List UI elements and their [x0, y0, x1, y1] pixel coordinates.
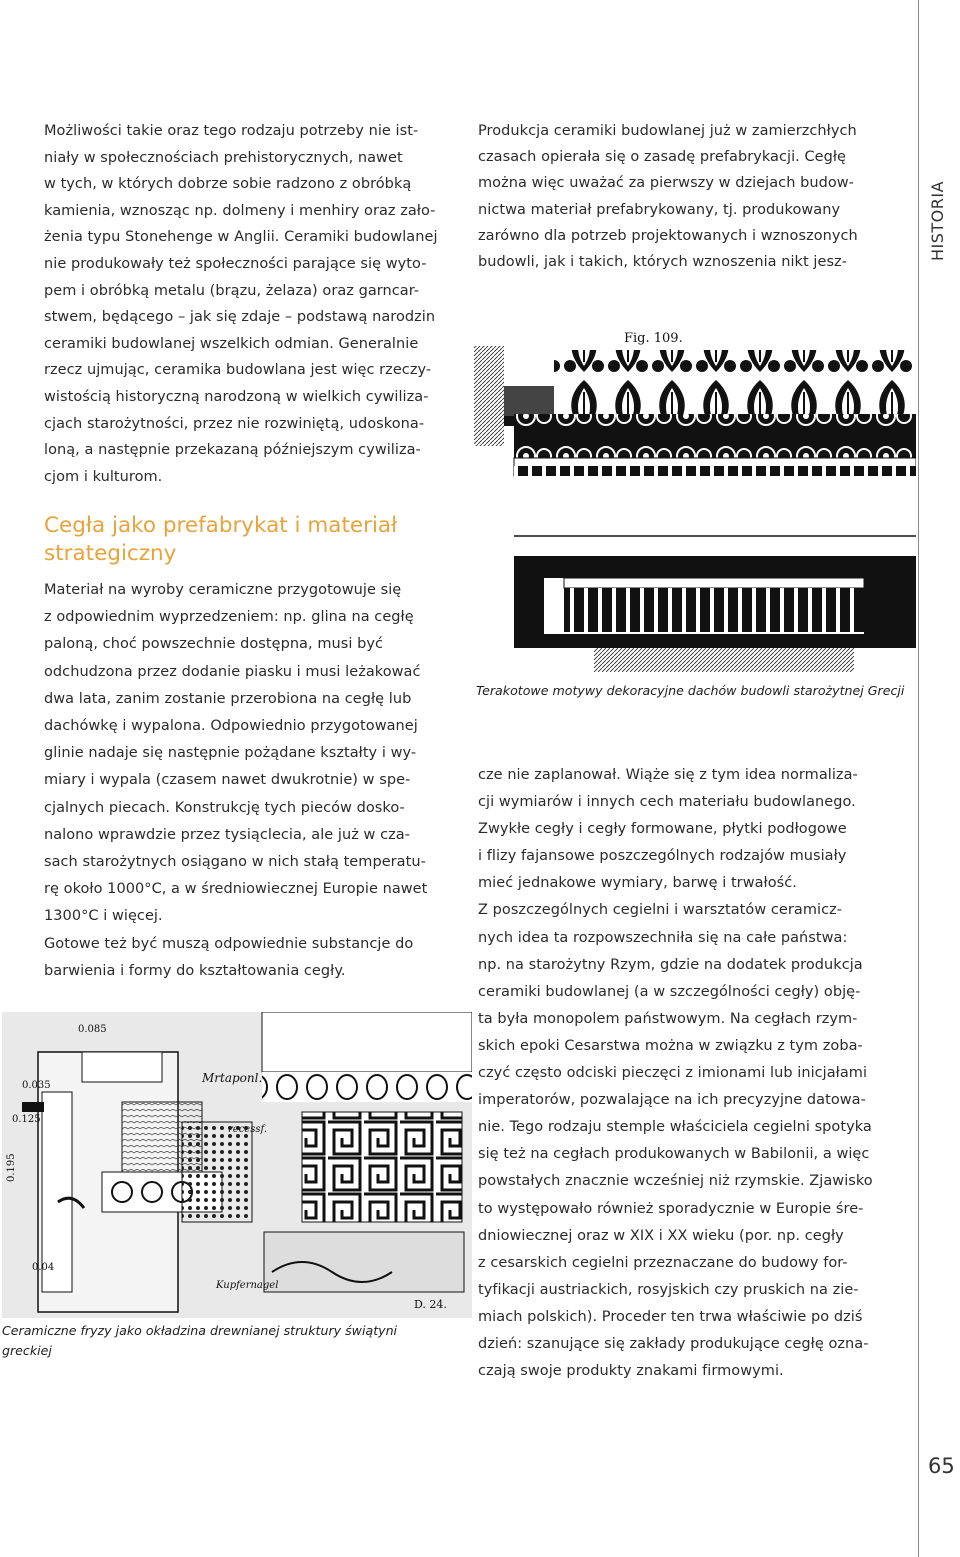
dim-label-c: 0.125 [12, 1114, 41, 1125]
greek-roof-ornament-drawing [474, 316, 916, 672]
text-line: ceramiki budowlanej (a w szczególności cegły) obję- [478, 983, 861, 1000]
text-line: czyć często odciski pieczęci z imionami lub inicjałami [478, 1065, 868, 1082]
text-line: powstałych znacznie wcześniej niż rzymskie. Zjawisko [478, 1173, 873, 1190]
drawing-signature: D. 24. [414, 1298, 447, 1311]
right-column-top [478, 118, 882, 275]
text-line: Materiał na wyroby ceramiczne przygotowuje się [44, 582, 402, 598]
text-line: imperatorów, pozwalające na ich precyzyjne datowa- [478, 1092, 866, 1109]
paragraph-origins [44, 118, 448, 490]
text-line: sach starożytnych osiągano w nich stałą temperatu- [44, 854, 426, 871]
figure-left-caption: Ceramiczne fryzy jako okładzina drewnianej struktury świątyni greckiej [2, 1323, 398, 1358]
text-line: dwa lata, zanim zostanie przerobiona na cegłę lub [44, 690, 412, 707]
recess-label: recessf. [228, 1124, 268, 1135]
text-line: czają swoje produkty znakami firmowymi. [478, 1363, 784, 1380]
text-line: niały w społecznościach prehistorycznych, nawet [44, 149, 403, 166]
text-line: z cesarskich cegielni przeznaczane do budowy for- [478, 1254, 848, 1271]
text-line: barwienia i formy do kształtowania cegły. [44, 962, 346, 979]
text-line: dzień: szanujące się zakłady produkujące cegłę ozna- [478, 1335, 869, 1352]
dim-label-a: 0.085 [78, 1024, 107, 1035]
text-line: cze nie zaplanował. Wiąże się z tym idea normaliza- [478, 767, 858, 783]
text-line: to występowało również sporadycznie w Europie śre- [478, 1200, 864, 1217]
text-line: kamienia, wznosząc np. dolmeny i menhiry oraz zało- [44, 202, 436, 219]
text-line: np. na starożytny Rzym, gdzie na dodatek produkcja [478, 956, 863, 973]
figure-greek-roof-ornaments [474, 316, 916, 672]
right-column-bottom [478, 762, 882, 1385]
text-line: glinie nadaje się następnie pożądane kształty i wy- [44, 745, 417, 762]
text-line: Gotowe też być muszą odpowiednie substancje do [44, 935, 414, 952]
text-line: w tych, w których dobrze sobie radzono z obróbką [44, 176, 412, 193]
text-line: loną, a następnie przekazaną późniejszym cywiliza- [44, 442, 421, 459]
text-line: można więc uważać za pierwszy w dziejach budow- [478, 175, 854, 192]
text-line: nych idea ta rozpowszechniła się na całe państwa: [478, 929, 848, 946]
left-column-mid [44, 577, 448, 985]
text-line: zarówno dla potrzeb projektowanych i wznoszonych [478, 227, 858, 244]
dim-label-e: 0.04 [32, 1262, 55, 1273]
text-line: odchudzona przez dodanie piasku i musi leżakować [44, 663, 421, 680]
ceramic-frieze-drawing [2, 1012, 472, 1318]
page-number: 65 [928, 1454, 955, 1478]
text-line: dachówkę i wypalona. Odpowiednio przygotowanej [44, 718, 418, 735]
text-line: 1300°C i więcej. [44, 908, 163, 925]
paragraph-normalization [478, 762, 882, 1385]
text-line: miary i wypala (czasem nawet dwukrotnie) w spe- [44, 772, 411, 789]
paragraph-production [478, 118, 882, 275]
text-line: Produkcja ceramiki budowlanej już w zamierzchłych [478, 123, 857, 139]
section-tag: HISTORIA [928, 180, 947, 262]
text-line: tyfikacji austriackich, rosyjskich czy pruskich na zie- [478, 1281, 859, 1298]
text-line: ceramiki budowlanej wszelkich odmian. Generalnie [44, 335, 419, 352]
text-line: rę około 1000°C, a w średniowiecznej Europie nawet [44, 881, 428, 898]
metope-label: Mrtaponl. [202, 1071, 263, 1085]
text-line: Możliwości takie oraz tego rodzaju potrzeby nie ist- [44, 123, 419, 139]
text-line: rzecz ujmując, ceramika budowlana jest więc rzeczy- [44, 362, 432, 379]
text-line: Zwykłe cegły i cegły formowane, płytki podłogowe [478, 821, 847, 838]
text-line: nie. Tego rodzaju stemple właściciela cegielni spotyka [478, 1119, 872, 1136]
left-column-top [44, 118, 448, 490]
text-line: cji wymiarów i innych cech materiału budowlanego. [478, 794, 856, 811]
figure-ceramic-friezes [2, 1012, 472, 1318]
text-line: nalono wprawdzie przez tysiąclecia, ale już w cza- [44, 826, 411, 843]
text-line: się też na cegłach produkowanych w Babilonii, a więc [478, 1146, 870, 1163]
text-line: stwem, będącego – jak się zdaje – podstawą narodzin [44, 309, 436, 326]
text-line: i flizy fajansowe poszczególnych rodzajów musiały [478, 848, 847, 865]
text-line: żenia typu Stonehenge w Anglii. Ceramiki budowlanej [44, 229, 438, 246]
text-line: Z poszczególnych cegielni i warsztatów ceramicz- [478, 902, 843, 919]
text-line: budowli, jak i takich, których wznoszenia nikt jesz- [478, 254, 847, 271]
margin-rule [918, 0, 919, 1557]
text-line: nictwa materiał prefabrykowany, tj. produkowany [478, 201, 841, 218]
text-line: paloną, choć powszechnie dostępna, musi być [44, 636, 383, 653]
text-line: cjalnych piecach. Konstrukcję tych pieców dosko- [44, 799, 405, 816]
text-line: nie produkowały też społeczności parające się wyto- [44, 255, 427, 272]
text-line: cjom i kulturom. [44, 468, 163, 485]
text-line: mieć jednakowe wymiary, barwę i trwałość. [478, 875, 797, 892]
figure-label: Fig. 109. [624, 331, 683, 346]
text-line: dniowiecznej oraz w XIX i XX wieku (por. np. cegły [478, 1227, 844, 1244]
dim-label-b: 0.035 [22, 1080, 51, 1091]
text-line: wistością historyczną narodzoną w wielkich cywiliza- [44, 388, 429, 405]
text-line: skich epoki Cesarstwa można w związku z tym zoba- [478, 1037, 863, 1054]
text-line: cjach starożytności, przez nie rozwiniętą, udoskona- [44, 415, 425, 432]
dim-label-d: 0.195 [6, 1153, 17, 1182]
text-line: czasach opierała się o zasadę prefabrykacji. Cegłę [478, 149, 847, 166]
text-line: pem i obróbką metalu (brązu, żelaza) oraz garncar- [44, 282, 420, 299]
kupfer-label: Kupfernagel [216, 1280, 279, 1291]
text-line: z odpowiednim wyprzedzeniem: np. glina na cegłę [44, 609, 414, 626]
section-heading: Cegła jako prefabrykat i materiał strategiczny [44, 513, 398, 566]
figure-right-caption: Terakotowe motywy dekoracyjne dachów budowli starożytnej Grecji [476, 683, 905, 698]
paragraph-prefabrication [44, 577, 448, 985]
text-line: ta była monopolem państwowym. Na cegłach rzym- [478, 1010, 858, 1027]
text-line: miach polskich). Proceder ten trwa właściwie po dziś [478, 1308, 863, 1325]
